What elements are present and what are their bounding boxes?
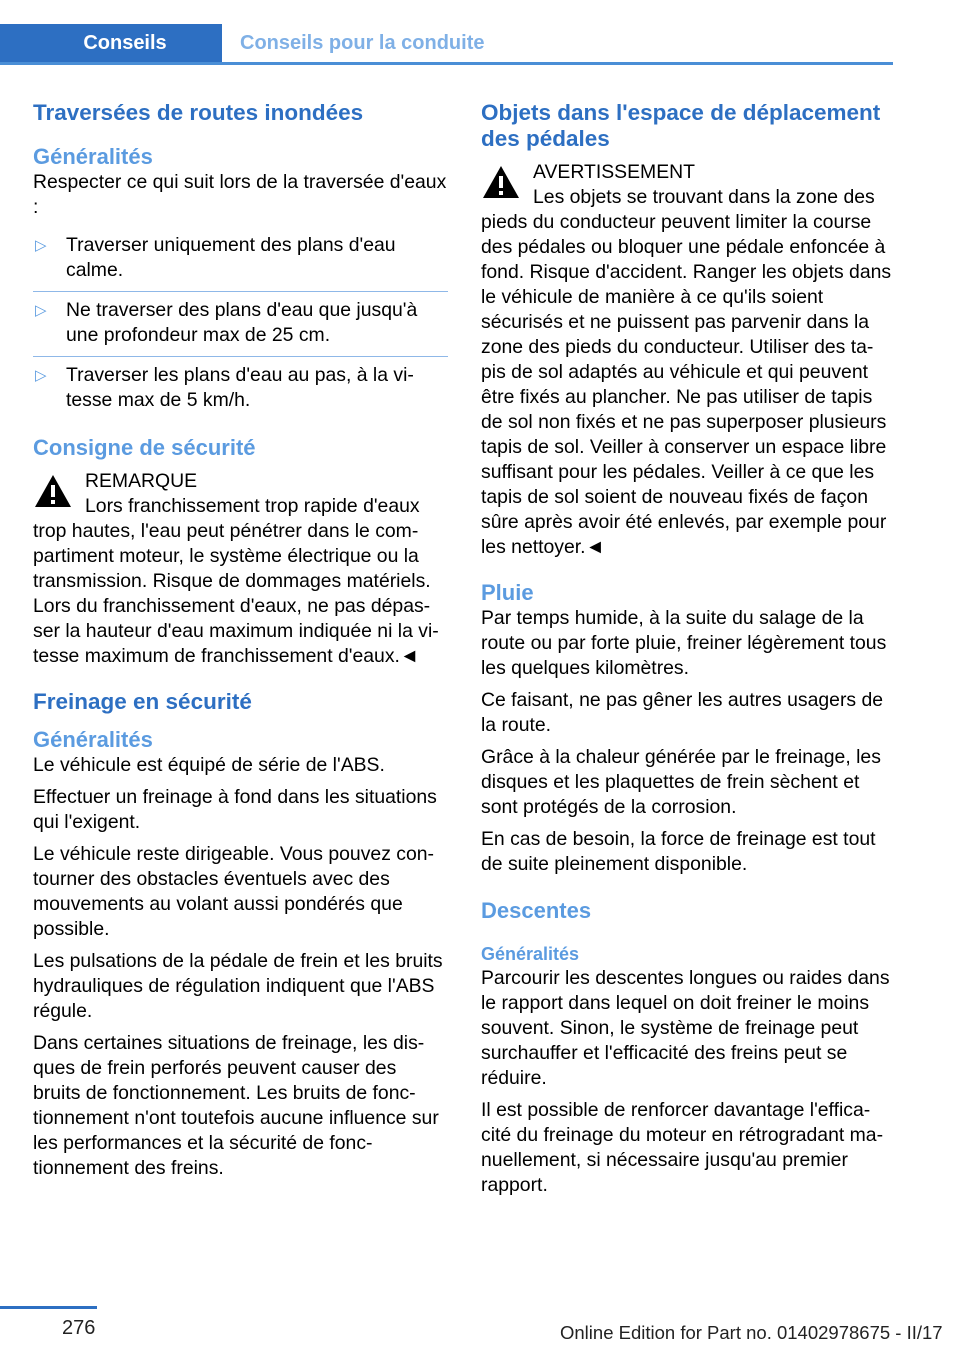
section-title-safe-braking: Freinage en sécurité [33, 689, 252, 714]
subsection-title-general: Généralités [33, 727, 153, 752]
bullet-list [33, 227, 448, 421]
warning-text: Les objets se trouvant dans la zone des pieds du conducteur peuvent limiter la course des pédales ou bloquer une pédale enfoncée à fond. Risque d'accident. Ranger les objets dans le véhicule de manière à ce qu'ils soient sécurisés et ne puissent pas parvenir dans la zone des pieds du conducteur. Utiliser des ta‐pis de sol adaptés au véhicule et qui peuvent être fixés au plancher. Ne pas utiliser de tapis de sol non fixés et ne pas superposer plusieurs tapis de sol. Veiller à conserver un espace libre suffisant pour les pédales. Veiller à ce que les tapis de sol soient de nouveau fixés de façon sûre après avoir été enlevés, par exemple pour les nettoyer.◄ [481, 186, 892, 558]
paragraph: Respecter ce qui suit lors de la traversée d'eaux : [33, 171, 447, 218]
paragraph: Parcourir les descentes longues ou raides dans le rapport dans lequel on doit freiner le moins souvent. Sinon, le système de freinage peut surchauffer et l'efficacité des freins peut se réduire. [481, 967, 890, 1089]
list-item [33, 357, 448, 421]
page-number: 276 [62, 1317, 96, 1339]
list-item [33, 292, 448, 357]
triangle-right-icon: ▷ [35, 367, 47, 384]
subsection-title-general: Généralités [33, 144, 153, 169]
warning-triangle-icon [481, 164, 521, 200]
triangle-right-icon: ▷ [35, 237, 47, 254]
footer-rule [0, 1306, 97, 1309]
paragraph: En cas de besoin, la force de freinage est tout de suite pleinement disponible. [481, 828, 876, 875]
paragraph: Par temps humide, à la suite du salage de la route ou par forte pluie, freiner légèrement tous les quelques kilomètres. [481, 607, 887, 679]
paragraph: Le véhicule est équipé de série de l'ABS. [33, 754, 385, 776]
subsection-title-general: Généralités [481, 944, 580, 964]
section-title-flooded-roads: Traversées de routes inondées [33, 100, 364, 125]
paragraph: Ce faisant, ne pas gêner les autres usagers de la route. [481, 689, 884, 736]
triangle-right-icon: ▷ [35, 302, 47, 319]
list-item-text: Traverser uniquement des plans d'eau calme. [66, 234, 396, 281]
section-title-descents: Descentes [481, 898, 592, 923]
warning-text: Lors franchissement trop rapide d'eaux trop hautes, l'eau peut pénétrer dans le com‐partiment moteur, le système électrique ou la transmission. Risque de dommages matériels. Lors du franchissement d'eaux, ne pas dépas‐ser la hauteur d'eau maximum indiquée ni la vi‐tesse maximum de franchissement d'eaux.◄ [33, 495, 439, 667]
list-item-text: Ne traverser des plans d'eau que jusqu'à une profondeur max de 25 cm. [66, 299, 418, 346]
list-item-text: Traverser les plans d'eau au pas, à la vi‐tesse max de 5 km/h. [66, 364, 414, 411]
section-title-rain: Pluie [481, 580, 534, 605]
warning-title: AVERTISSEMENT [533, 161, 695, 183]
paragraph: Il est possible de renforcer davantage l'effica‐cité du freinage du moteur en rétrogradant ma‐nuellement, si nécessaire jusqu'au premier rapport. [481, 1099, 884, 1196]
tab-conseils[interactable]: Conseils [0, 24, 222, 62]
warning-block [481, 160, 896, 560]
paragraph: Effectuer un freinage à fond dans les situations qui l'exigent. [33, 786, 437, 833]
edition-note: Online Edition for Part no. 01402978675 - II/17 [560, 1322, 943, 1343]
paragraph: Grâce à la chaleur générée par le freinage, les disques et les plaquettes de frein sèchent et sont protégés de la corrosion. [481, 746, 881, 818]
right-column [481, 100, 896, 1205]
header-bar [0, 24, 893, 65]
subsection-title-safety: Consigne de sécurité [33, 435, 256, 460]
list-item [33, 227, 448, 292]
paragraph: Le véhicule reste dirigeable. Vous pouvez con‐tourner des obstacles éventuels avec des mouvements au volant aussi pondérés que possible. [33, 843, 434, 940]
paragraph: Dans certaines situations de freinage, les dis‐ques de frein perforés peuvent causer des bruits de fonctionnement. Les bruits de fonc‐tionnement n'ont toutefois aucune influence sur les performances et la sécurité de fonc‐tionnement des freins. [33, 1032, 439, 1179]
warning-triangle-icon [33, 473, 73, 509]
paragraph: Les pulsations de la pédale de frein et les bruits hydrauliques de régulation indiquent que l'ABS régule. [33, 950, 443, 1022]
warning-block [33, 469, 448, 669]
left-column [33, 100, 448, 1188]
section-title-pedal-objects: Objets dans l'espace de déplacement des pédales [481, 100, 881, 151]
tab-conseils-conduite[interactable]: Conseils pour la conduite [240, 31, 485, 54]
warning-title: REMARQUE [85, 470, 198, 492]
